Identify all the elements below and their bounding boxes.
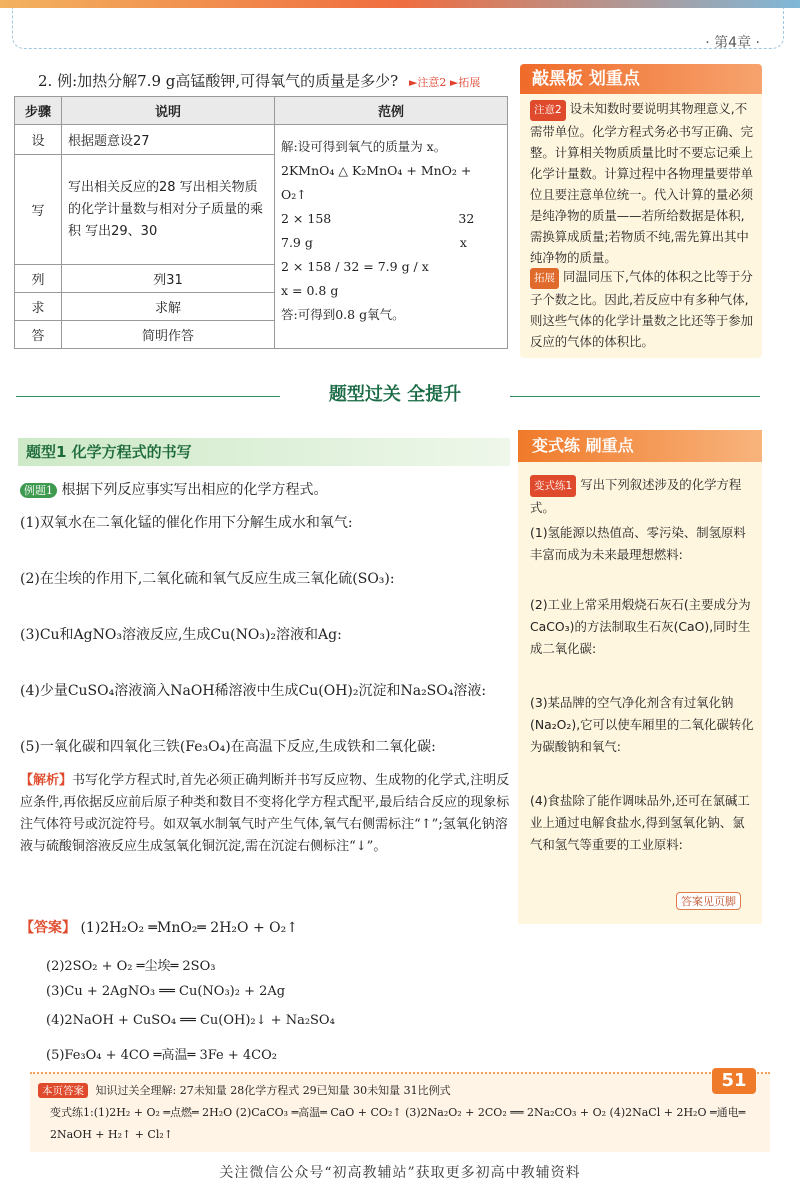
- example-line: 7.9 g x: [281, 235, 467, 250]
- footer-line-1: 本页答案 知识过关全理解: 27未知量 28化学方程式 29已知量 30未知量 31比例式: [38, 1082, 451, 1098]
- desc-cell: 求解: [62, 293, 275, 321]
- extension-block: [530, 266, 756, 352]
- example-line: 2 × 158 / 32 = 7.9 g / x: [281, 259, 429, 274]
- question-2-text: 2. 例:加热分解7.9 g高锰酸钾,可得氧气的质量是多少?: [38, 72, 399, 90]
- note2-text: 设未知数时要说明其物理意义,不需带单位。化学方程式务必书写正确、完整。计算相关物质质量比时不要忘记乘上化学计量数。计算过程中各物理量要带单位且要注意单位统一。代入计算的量必须是纯净物的质量——若所给数据是体积,需换算成质量;若物质不纯,需先算出其中纯净物的质量。: [530, 101, 754, 265]
- header-desc: 说明: [62, 97, 275, 125]
- analysis-label: 【解析】: [20, 773, 73, 788]
- answer-eq: (3)Cu + 2AgNO₃ ══ Cu(NO₃)₂ + 2Ag: [46, 984, 286, 999]
- header-example: 范例: [275, 97, 508, 125]
- chapter-label: · 第4章 ·: [705, 35, 760, 51]
- step-cell: 设: [15, 125, 62, 155]
- example-line: 答:可得到0.8 g氧气。: [281, 307, 405, 322]
- variant-label: 变式练1: [530, 475, 576, 497]
- header-step: 步骤: [15, 97, 62, 125]
- answer-eq: (1)2H₂O₂ ═MnO₂═ 2H₂O + O₂↑: [80, 920, 298, 936]
- example-line: x = 0.8 g: [281, 283, 339, 298]
- blackboard-title: 敲黑板 划重点: [520, 64, 762, 94]
- example-item: (4)少量CuSO₄溶液滴入NaOH稀溶液中生成Cu(OH)₂沉淀和Na₂SO₄溶液:: [20, 683, 487, 699]
- analysis-block: [20, 770, 510, 858]
- answer-eq: (4)2NaOH + CuSO₄ ══ Cu(OH)₂↓ + Na₂SO₄: [46, 1013, 335, 1028]
- note2-block: [530, 98, 756, 268]
- example-1-label: 例题1: [20, 483, 57, 498]
- topic-1-bar: 题型1 化学方程式的书写: [18, 438, 510, 466]
- top-dashed-frame: [12, 8, 784, 49]
- variant-title: 变式练 刷重点: [518, 430, 762, 462]
- step-cell: 列: [15, 265, 62, 293]
- step-cell: 求: [15, 293, 62, 321]
- example-cell: [275, 125, 508, 349]
- footer-line-3: 2NaOH + H₂↑ + Cl₂↑: [50, 1128, 173, 1141]
- desc-cell: 根据题意设27: [62, 125, 275, 155]
- variant-item: (2)工业上常采用煅烧石灰石(主要成分为CaCO₃)的方法制取生石灰(CaO),同时生成二氧化碳:: [530, 597, 751, 656]
- table-row: [15, 125, 508, 155]
- watermark-text: 关注微信公众号“初高教辅站”获取更多初高中教辅资料: [219, 1165, 581, 1181]
- example-1-text: 根据下列反应事实写出相应的化学方程式。: [61, 482, 328, 498]
- answer-note-link[interactable]: 答案见页脚: [676, 892, 741, 910]
- desc-cell: 列31: [62, 265, 275, 293]
- question-2-tags[interactable]: ►注意2 ►拓展: [408, 76, 481, 89]
- variant-item: (4)食盐除了能作调味品外,还可在氯碱工业上通过电解食盐水,得到氢氧化钠、氯气和氢气等重要的工业原料:: [530, 793, 750, 852]
- step-cell: 写: [15, 155, 62, 265]
- top-color-stripe: [0, 0, 800, 8]
- top-border: [0, 0, 800, 56]
- note2-label: 注意2: [530, 100, 566, 121]
- example-1-intro: [20, 480, 510, 501]
- example-line: 2 × 158 32: [281, 211, 475, 226]
- table-header-row: [15, 97, 508, 125]
- section-title: 题型过关 全提升: [280, 380, 510, 406]
- example-line: 2KMnO₄ △ K₂MnO₄ + MnO₂ + O₂↑: [281, 163, 472, 202]
- variant-item: (1)氢能源以热值高、零污染、制氢原料丰富而成为未来最理想燃料:: [530, 525, 746, 562]
- analysis-text: 书写化学方程式时,首先必须正确判断并书写反应物、生成物的化学式,注明反应条件,再依据反应前后原子种类和数目不变将化学方程式配平,最后结合反应的现象标注气体符号或沉淀符号。如双氧水制氧气时产生气体,氧气右侧需标注“↑”;氢氧化钠溶液与硫酸铜溶液反应生成氢氧化铜沉淀,需在沉淀右侧标注“↓”。: [20, 773, 510, 854]
- extension-text: 同温同压下,气体的体积之比等于分子个数之比。因此,若反应中有多种气体,则这些气体的化学计量数之比还等于参加反应的气体的体积比。: [530, 269, 754, 349]
- example-item: (2)在尘埃的作用下,二氧化硫和氧气反应生成三氧化硫(SO₃):: [20, 571, 395, 587]
- step-cell: 答: [15, 321, 62, 349]
- extension-label: 拓展: [530, 268, 559, 289]
- question-2: [38, 70, 480, 91]
- example-item: (5)一氧化碳和四氧化三铁(Fe₃O₄)在高温下反应,生成铁和二氧化碳:: [20, 739, 436, 755]
- answer-label: 【答案】 (1)2H₂O₂ ═MnO₂═ 2H₂O + O₂↑: [20, 920, 298, 936]
- desc-cell: 写出相关反应的28 写出相关物质的化学计量数与相对分子质量的乘积 写出29、30: [62, 155, 275, 265]
- example-item: (1)双氧水在二氧化锰的催化作用下分解生成水和氧气:: [20, 515, 353, 531]
- answer-eq: (2)2SO₂ + O₂ ═尘埃═ 2SO₃: [46, 959, 216, 974]
- variant-intro: 变式练1 写出下列叙述涉及的化学方程式。: [530, 477, 742, 515]
- example-item: (3)Cu和AgNO₃溶液反应,生成Cu(NO₃)₂溶液和Ag:: [20, 627, 342, 643]
- page-number: 51: [712, 1068, 756, 1094]
- example-1-items: [20, 508, 510, 788]
- footer-line-2: 变式练1:(1)2H₂ + O₂ ═点燃═ 2H₂O (2)CaCO₃ ═高温═ CaO + CO₂↑ (3)2Na₂O₂ + 2CO₂ ══ 2Na₂CO₃ + O₂ (4)2NaCl + 2H₂O ═通电═: [50, 1106, 746, 1119]
- steps-table: [14, 96, 508, 349]
- example-line: 解:设可得到氧气的质量为 x。: [281, 139, 447, 154]
- desc-cell: 简明作答: [62, 321, 275, 349]
- answer-eq: (5)Fe₃O₄ + 4CO ═高温═ 3Fe + 4CO₂: [46, 1048, 277, 1063]
- variant-item: (3)某品牌的空气净化剂含有过氧化钠(Na₂O₂),它可以使车厢里的二氧化碳转化为碳酸钠和氧气:: [530, 695, 754, 754]
- footer-tag: 本页答案: [38, 1083, 88, 1098]
